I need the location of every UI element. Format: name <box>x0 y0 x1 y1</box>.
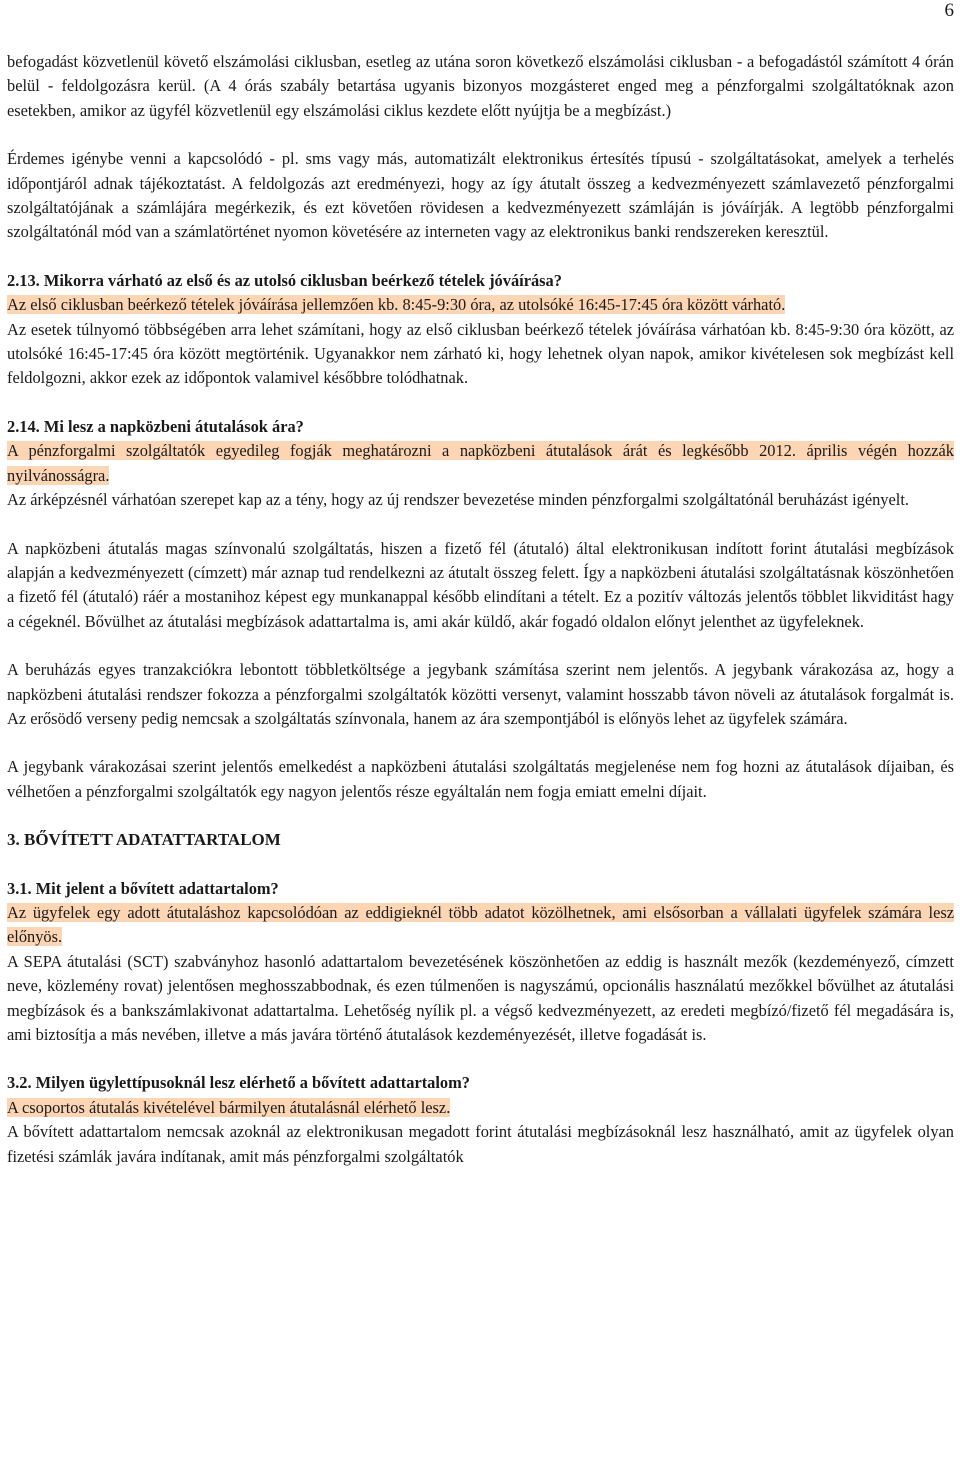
answer-3-1 <box>7 901 954 950</box>
page-number: 6 <box>944 0 954 21</box>
answer-3-2-highlight: A csoportos átutalás kivételével bármilyen átutalásnál elérhető lesz. <box>7 1097 451 1117</box>
paragraph-2-14-d: A jegybank várakozásai szerint jelentős emelkedést a napközbeni átutalási szolgáltatás megjelenése nem fog hozni az átutalások díjaiban, és vélhetően a pénzforgalmi szolgáltatók egy nagyon jelentős része egyáltalán nem fogja emiatt emelni díjait. <box>7 757 954 801</box>
answer-2-13-highlight: Az első ciklusban beérkező tételek jóváírása jellemzően kb. 8:45-9:30 óra, az utolsóké 16:45-17:45 óra között várható. <box>7 295 786 315</box>
answer-2-14 <box>7 439 954 488</box>
paragraph-notification-text: Érdemes igénybe venni a kapcsolódó - pl. sms vagy más, automatizált elektronikus értesítés típusú - szolgáltatásokat, amelyek a terhelés időpontjáról adnak tájékoztatást. A feldolgozás azt eredményezi, hogy az így átutalt összeg a kedvezményezett számlavezető pénzforgalmi szolgáltatójának a számlájára megérkezik, és ezt követően rövidesen a kedvezményezett számláján is jóváírják. A legtöbb pénzforgalmi szolgáltatónál mód van a számlatörténet nyomon követésére az interneten vagy az elektronikus banki rendszereken keresztül. <box>7 149 954 242</box>
heading-2-14: 2.14. Mi lesz a napközbeni átutalások ára? <box>7 416 304 436</box>
heading-3-1: 3.1. Mit jelent a bővített adattartalom? <box>7 878 279 898</box>
paragraph-2-14-c: A beruházás egyes tranzakciókra lebontott többletköltsége a jegybank számítása szerint nem jelentős. A jegybank várakozása az, hogy a napközbeni átutalási rendszer fokozza a pénzforgalmi szolgáltatók közötti versenyt, valamint hosszabb távon növeli az átutalások forgalmát is. Az erősödő verseny pedig nemcsak a szolgáltatás színvonala, hanem az ára szempontjából is előnyös lehet az ügyfelek számára. <box>7 660 954 728</box>
heading-2-13: 2.13. Mikorra várható az első és az utolsó ciklusban beérkező tételek jóváírása? <box>7 270 562 290</box>
paragraph-intro: befogadást közvetlenül követő elszámolási ciklusban, esetleg az utána soron következő elszámolási ciklusban - a befogadástól számított 4 órán belül - feldolgozásra kerül. (A 4 órás szabály betartása ugyanis bizonyos mozgásteret enged meg a pénzforgalmi szolgáltatóknak azon esetekben, amikor az ügyfél közvetlenül egy elszámolási ciklus kezdete előtt nyújtja be a megbízást.) <box>7 52 954 120</box>
answer-3-1-highlight: Az ügyfelek egy adott átutaláshoz kapcsolódóan az eddigieknél több adatot közölhetnek, ami elsősorban a vállalati ügyfelek számára lesz előnyös. <box>7 902 954 947</box>
paragraph-2-13: Az esetek túlnyomó többségében arra lehet számítani, hogy az első ciklusban beérkező tételek jóváírása várhatóan kb. 8:45-9:30 óra között, az utolsóké 16:45-17:45 óra között megtörténik. Ugyanakkor nem zárható ki, hogy lehetnek olyan napok, amikor kivételesen sok megbízást kell feldolgozni, akkor ezek az időpontok valamivel későbbre tolódhatnak. <box>7 319 954 388</box>
paragraph-2-14-b: A napközbeni átutalás magas színvonalú szolgáltatás, hiszen a fizető fél (átutaló) által elektronikusan indított forint átutalási megbízások alapján a kedvezményezett (címzett) már aznap tud rendelkezni az átutalt összeg felett. Így a napközbeni átutalási szolgáltatásnak köszönhetően a fizető fél (átutaló) ráér a mostanihoz képest egy munkanappal később elindítani a tételt. Ez a pozitív változás jelentős többlet likviditást hagy a cégeknél. Bővülhet az átutalási megbízások adattartalma is, ami akár küldő, akár fogadó oldalon előnyt jelenthet az ügyfeleknek. <box>7 538 954 631</box>
answer-2-14-highlight: A pénzforgalmi szolgáltatók egyedileg fogják meghatározni a napközbeni átutalások árát és legkésőbb 2012. április végén hozzák nyilvánosságra. <box>7 441 954 485</box>
heading-3-2: 3.2. Milyen ügylettípusoknál lesz elérhető a bővített adattartalom? <box>7 1073 470 1093</box>
answer-3-2 <box>7 1096 954 1120</box>
paragraph-3-2: A bővített adattartalom nemcsak azoknál az elektronikusan megadott forint átutalási megbízásoknál lesz használható, amit az ügyfelek olyan fizetési számlák javára indítanak, amit más pénzforgalmi szolgáltatók <box>7 1122 954 1166</box>
paragraph-3-1: A SEPA átutalási (SCT) szabványhoz hasonló adattartalom bevezetésének köszönhetően az eddig is használt mezők (kezdeményező, címzett neve, közlemény rovat) jelentősen meghosszabbodnak, és ezen túlmenően is nagyszámú, opcionális használatú mezőkkel bővülhet az átutalási megbízások és a bankszámlakivonat adattartalma. Lehetőség nyílik pl. a végső kedvezményezett, az eredeti megbízó/fizető fél megadására is, ami biztosítja a más nevében, illetve a más javára történő átutalások kezdeményezését, illetve fogadását is. <box>7 951 954 1044</box>
heading-section-3: 3. BŐVÍTETT ADATATTARTALOM <box>7 830 281 850</box>
paragraph-notification <box>7 147 954 245</box>
answer-2-13 <box>7 293 954 317</box>
paragraph-2-14-a: Az árképzésnél várhatóan szerepet kap az a tény, hogy az új rendszer bevezetése minden pénzforgalmi szolgáltatónál beruházást igényelt. <box>7 490 909 510</box>
document-body <box>7 50 954 1169</box>
